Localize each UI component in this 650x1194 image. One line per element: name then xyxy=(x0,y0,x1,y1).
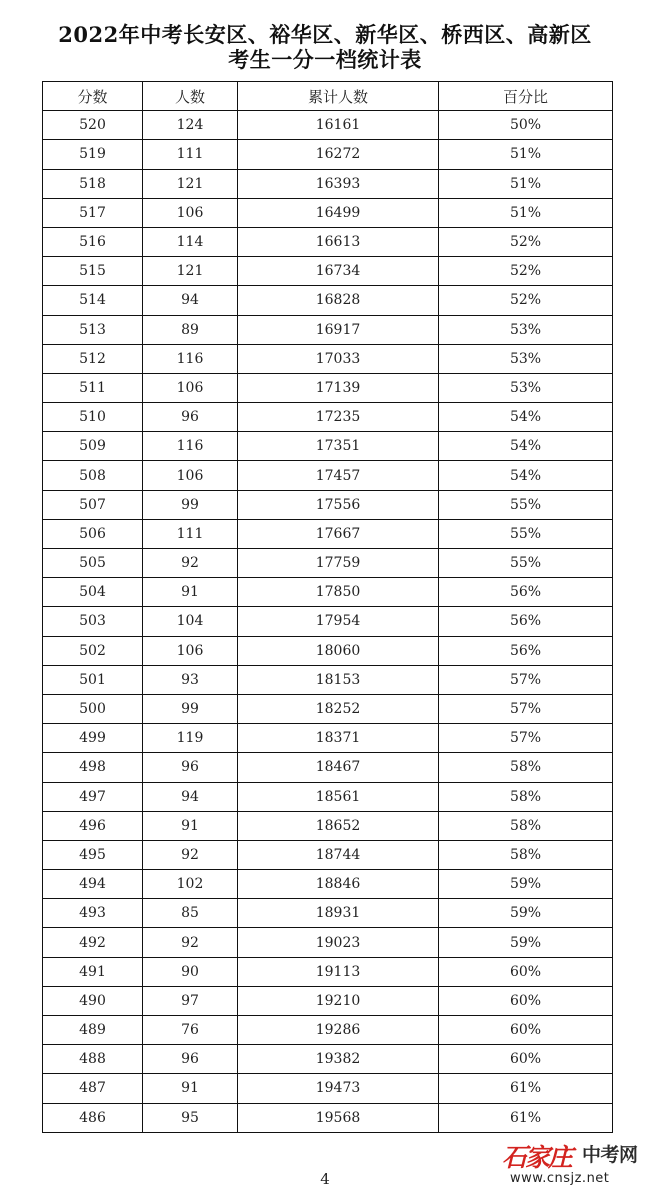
score-cell: 506 xyxy=(43,519,143,548)
column-header-cumulative: 累计人数 xyxy=(238,82,439,111)
score-cell: 509 xyxy=(43,432,143,461)
score-cell: 514 xyxy=(43,286,143,315)
score-cell: 493 xyxy=(43,899,143,928)
count-cell: 102 xyxy=(143,870,238,899)
score-cell: 508 xyxy=(43,461,143,490)
table-row xyxy=(43,227,613,256)
table-row xyxy=(43,578,613,607)
percentage-cell: 60% xyxy=(439,986,613,1015)
percentage-cell: 61% xyxy=(439,1103,613,1132)
count-cell: 96 xyxy=(143,753,238,782)
percentage-cell: 59% xyxy=(439,899,613,928)
score-cell: 519 xyxy=(43,140,143,169)
count-cell: 92 xyxy=(143,928,238,957)
percentage-cell: 50% xyxy=(439,111,613,140)
cumulative-cell: 17139 xyxy=(238,373,439,402)
table-row xyxy=(43,344,613,373)
cumulative-cell: 18561 xyxy=(238,782,439,811)
column-header-count: 人数 xyxy=(143,82,238,111)
cumulative-cell: 19210 xyxy=(238,986,439,1015)
score-cell: 512 xyxy=(43,344,143,373)
score-cell: 516 xyxy=(43,227,143,256)
table-row xyxy=(43,490,613,519)
count-cell: 90 xyxy=(143,957,238,986)
percentage-cell: 58% xyxy=(439,753,613,782)
score-cell: 497 xyxy=(43,782,143,811)
percentage-cell: 55% xyxy=(439,549,613,578)
cumulative-cell: 18371 xyxy=(238,724,439,753)
score-cell: 491 xyxy=(43,957,143,986)
count-cell: 111 xyxy=(143,140,238,169)
table-row xyxy=(43,1103,613,1132)
table-row xyxy=(43,169,613,198)
percentage-cell: 59% xyxy=(439,870,613,899)
score-cell: 504 xyxy=(43,578,143,607)
cumulative-cell: 16734 xyxy=(238,257,439,286)
percentage-cell: 56% xyxy=(439,607,613,636)
count-cell: 121 xyxy=(143,169,238,198)
cumulative-cell: 16828 xyxy=(238,286,439,315)
score-cell: 517 xyxy=(43,198,143,227)
score-cell: 501 xyxy=(43,665,143,694)
score-cell: 513 xyxy=(43,315,143,344)
score-cell: 507 xyxy=(43,490,143,519)
count-cell: 92 xyxy=(143,840,238,869)
percentage-cell: 54% xyxy=(439,432,613,461)
count-cell: 121 xyxy=(143,257,238,286)
cumulative-cell: 18931 xyxy=(238,899,439,928)
percentage-cell: 57% xyxy=(439,694,613,723)
table-header-row xyxy=(43,82,613,111)
table-row xyxy=(43,461,613,490)
percentage-cell: 57% xyxy=(439,665,613,694)
percentage-cell: 52% xyxy=(439,286,613,315)
percentage-cell: 61% xyxy=(439,1074,613,1103)
table-row xyxy=(43,782,613,811)
table-row xyxy=(43,1074,613,1103)
count-cell: 106 xyxy=(143,373,238,402)
page-number: 4 xyxy=(320,1170,330,1188)
cumulative-cell: 17759 xyxy=(238,549,439,578)
table-row xyxy=(43,607,613,636)
percentage-cell: 59% xyxy=(439,928,613,957)
watermark-calligraphy: 石家庄 xyxy=(502,1143,572,1172)
score-cell: 486 xyxy=(43,1103,143,1132)
cumulative-cell: 18060 xyxy=(238,636,439,665)
cumulative-cell: 16917 xyxy=(238,315,439,344)
percentage-cell: 52% xyxy=(439,227,613,256)
table-row xyxy=(43,665,613,694)
table-row xyxy=(43,519,613,548)
table-body xyxy=(43,111,613,1133)
cumulative-cell: 19568 xyxy=(238,1103,439,1132)
table-row xyxy=(43,198,613,227)
table-row xyxy=(43,373,613,402)
cumulative-cell: 18744 xyxy=(238,840,439,869)
table-row xyxy=(43,403,613,432)
table-row xyxy=(43,257,613,286)
score-cell: 502 xyxy=(43,636,143,665)
table-row xyxy=(43,636,613,665)
cumulative-cell: 17457 xyxy=(238,461,439,490)
percentage-cell: 51% xyxy=(439,198,613,227)
table-row xyxy=(43,315,613,344)
table-row xyxy=(43,694,613,723)
score-cell: 487 xyxy=(43,1074,143,1103)
count-cell: 95 xyxy=(143,1103,238,1132)
table-row xyxy=(43,870,613,899)
count-cell: 94 xyxy=(143,286,238,315)
document-subtitle: 考生一分一档统计表 xyxy=(228,47,422,72)
cumulative-cell: 18153 xyxy=(238,665,439,694)
cumulative-cell: 17954 xyxy=(238,607,439,636)
cumulative-cell: 18252 xyxy=(238,694,439,723)
cumulative-cell: 19473 xyxy=(238,1074,439,1103)
column-header-percentage: 百分比 xyxy=(439,82,613,111)
count-cell: 89 xyxy=(143,315,238,344)
score-cell: 488 xyxy=(43,1045,143,1074)
percentage-cell: 53% xyxy=(439,344,613,373)
cumulative-cell: 17033 xyxy=(238,344,439,373)
cumulative-cell: 19382 xyxy=(238,1045,439,1074)
cumulative-cell: 17235 xyxy=(238,403,439,432)
table-row xyxy=(43,1016,613,1045)
percentage-cell: 58% xyxy=(439,840,613,869)
count-cell: 94 xyxy=(143,782,238,811)
cumulative-cell: 16272 xyxy=(238,140,439,169)
count-cell: 99 xyxy=(143,694,238,723)
percentage-cell: 51% xyxy=(439,140,613,169)
percentage-cell: 58% xyxy=(439,782,613,811)
count-cell: 99 xyxy=(143,490,238,519)
percentage-cell: 60% xyxy=(439,1016,613,1045)
table-row xyxy=(43,840,613,869)
cumulative-cell: 17850 xyxy=(238,578,439,607)
cumulative-cell: 16161 xyxy=(238,111,439,140)
table-row xyxy=(43,899,613,928)
count-cell: 106 xyxy=(143,636,238,665)
percentage-cell: 60% xyxy=(439,957,613,986)
count-cell: 92 xyxy=(143,549,238,578)
percentage-cell: 55% xyxy=(439,519,613,548)
count-cell: 96 xyxy=(143,1045,238,1074)
percentage-cell: 57% xyxy=(439,724,613,753)
site-watermark-logo xyxy=(502,1136,648,1192)
percentage-cell: 54% xyxy=(439,403,613,432)
percentage-cell: 55% xyxy=(439,490,613,519)
cumulative-cell: 17667 xyxy=(238,519,439,548)
cumulative-cell: 19023 xyxy=(238,928,439,957)
table-row xyxy=(43,286,613,315)
count-cell: 124 xyxy=(143,111,238,140)
percentage-cell: 52% xyxy=(439,257,613,286)
score-cell: 500 xyxy=(43,694,143,723)
count-cell: 76 xyxy=(143,1016,238,1045)
count-cell: 97 xyxy=(143,986,238,1015)
count-cell: 116 xyxy=(143,432,238,461)
score-cell: 489 xyxy=(43,1016,143,1045)
count-cell: 85 xyxy=(143,899,238,928)
table-row xyxy=(43,928,613,957)
count-cell: 119 xyxy=(143,724,238,753)
percentage-cell: 51% xyxy=(439,169,613,198)
table-row xyxy=(43,1045,613,1074)
table-row xyxy=(43,724,613,753)
table-row xyxy=(43,432,613,461)
percentage-cell: 54% xyxy=(439,461,613,490)
score-cell: 515 xyxy=(43,257,143,286)
cumulative-cell: 18846 xyxy=(238,870,439,899)
score-cell: 498 xyxy=(43,753,143,782)
table-row xyxy=(43,111,613,140)
count-cell: 116 xyxy=(143,344,238,373)
cumulative-cell: 16393 xyxy=(238,169,439,198)
percentage-cell: 58% xyxy=(439,811,613,840)
score-cell: 505 xyxy=(43,549,143,578)
score-cell: 496 xyxy=(43,811,143,840)
score-cell: 492 xyxy=(43,928,143,957)
count-cell: 91 xyxy=(143,1074,238,1103)
cumulative-cell: 19113 xyxy=(238,957,439,986)
percentage-cell: 53% xyxy=(439,315,613,344)
score-cell: 499 xyxy=(43,724,143,753)
count-cell: 96 xyxy=(143,403,238,432)
count-cell: 91 xyxy=(143,578,238,607)
cumulative-cell: 17351 xyxy=(238,432,439,461)
count-cell: 106 xyxy=(143,461,238,490)
watermark-brand: 中考网 xyxy=(582,1144,638,1166)
document-title: 2022年中考长安区、裕华区、新华区、桥西区、高新区 xyxy=(58,22,592,47)
table-row xyxy=(43,811,613,840)
score-cell: 494 xyxy=(43,870,143,899)
score-cell: 490 xyxy=(43,986,143,1015)
column-header-score: 分数 xyxy=(43,82,143,111)
table-row xyxy=(43,549,613,578)
table-row xyxy=(43,986,613,1015)
count-cell: 93 xyxy=(143,665,238,694)
cumulative-cell: 18652 xyxy=(238,811,439,840)
percentage-cell: 56% xyxy=(439,578,613,607)
score-cell: 510 xyxy=(43,403,143,432)
table-row xyxy=(43,140,613,169)
count-cell: 114 xyxy=(143,227,238,256)
cumulative-cell: 17556 xyxy=(238,490,439,519)
score-cell: 518 xyxy=(43,169,143,198)
percentage-cell: 53% xyxy=(439,373,613,402)
score-cell: 511 xyxy=(43,373,143,402)
cumulative-cell: 16613 xyxy=(238,227,439,256)
table-row xyxy=(43,753,613,782)
score-cell: 503 xyxy=(43,607,143,636)
percentage-cell: 56% xyxy=(439,636,613,665)
cumulative-cell: 18467 xyxy=(238,753,439,782)
table-row xyxy=(43,957,613,986)
count-cell: 106 xyxy=(143,198,238,227)
score-cell: 520 xyxy=(43,111,143,140)
watermark-url: www.cnsjz.net xyxy=(510,1171,610,1186)
count-cell: 111 xyxy=(143,519,238,548)
cumulative-cell: 19286 xyxy=(238,1016,439,1045)
score-distribution-table xyxy=(42,81,613,1133)
percentage-cell: 60% xyxy=(439,1045,613,1074)
count-cell: 91 xyxy=(143,811,238,840)
cumulative-cell: 16499 xyxy=(238,198,439,227)
count-cell: 104 xyxy=(143,607,238,636)
score-cell: 495 xyxy=(43,840,143,869)
